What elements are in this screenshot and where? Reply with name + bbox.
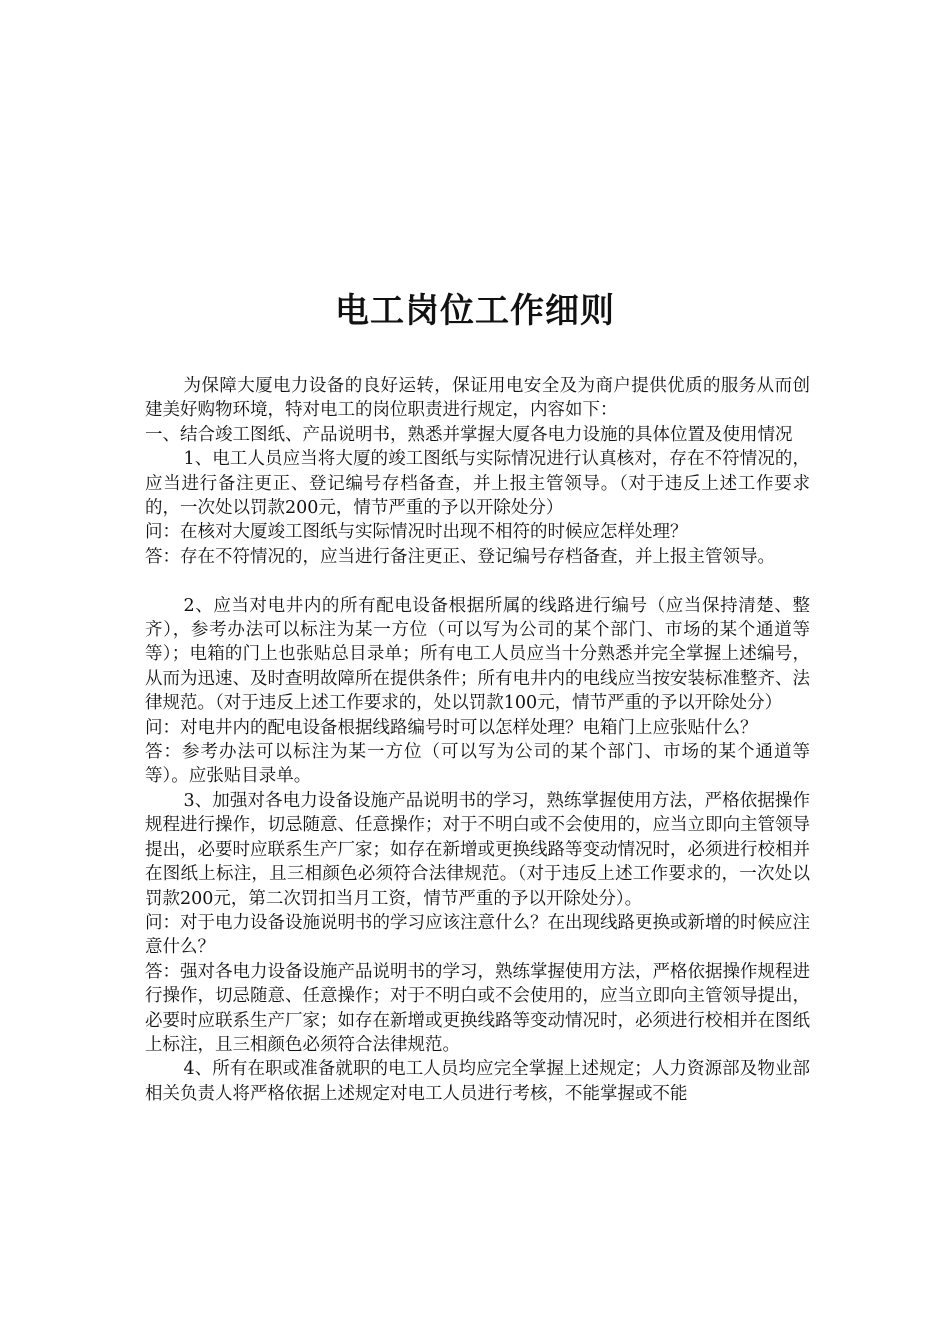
document-body bbox=[145, 374, 810, 1106]
question-1: 问：在核对大厦竣工图纸与实际情况时出现不相符的时候应怎样处理？ bbox=[145, 522, 688, 543]
blank-line bbox=[145, 569, 810, 593]
rule-paragraph-2: 2、应当对电井内的所有配电设备根据所属的线路进行编号（应当保持清楚、整齐），参考办法可以标注为某一方位（可以写为公司的某个部门、市场的某个通道等等）；电箱的门上也张贴总目录单；所有电工人员应当十分熟悉并完全掌握上述编号，从而为迅速、及时查明故障所在提供条件；所有电井内的电线应当按安装标准整齐、法律规范。（对于违反上述工作要求的，处以罚款100元，情节严重的予以开除处分） bbox=[145, 595, 810, 714]
question-3: 问：对于电力设备设施说明书的学习应该注意什么？在出现线路更换或新增的时候应注意什么？ bbox=[145, 912, 810, 958]
intro-paragraph: 为保障大厦电力设备的良好运转，保证用电安全及为商户提供优质的服务从而创建美好购物环境，特对电工的岗位职责进行规定，内容如下： bbox=[145, 376, 810, 421]
section-heading: 一、结合竣工图纸、产品说明书，熟悉并掌握大厦各电力设施的具体位置及使用情况 bbox=[145, 424, 793, 445]
answer-3: 答：强对各电力设备设施产品说明书的学习，熟练掌握使用方法，严格依据操作规程进行操作，切忌随意、任意操作；对于不明白或不会使用的，应当立即向主管领导提出，必要时应联系生产厂家；如存在新增或更换线路等变动情况时，必须进行校相并在图纸上标注，且三相颜色必须符合法律规范。 bbox=[145, 961, 810, 1055]
question-2: 问：对电井内的配电设备根据线路编号时可以怎样处理？电箱门上应张贴什么？ bbox=[145, 717, 758, 738]
answer-1: 答：存在不符情况的，应当进行备注更正、登记编号存档备查，并上报主管领导。 bbox=[145, 546, 775, 567]
rule-paragraph-3: 3、加强对各电力设备设施产品说明书的学习，熟练掌握使用方法，严格依据操作规程进行操作，切忌随意、任意操作；对于不明白或不会使用的，应当立即向主管领导提出，必要时应联系生产厂家；如存在新增或更换线路等变动情况时，必须进行校相并在图纸上标注，且三相颜色必须符合法律规范。（对于违反上述工作要求的，一次处以罚款200元，第二次罚扣当月工资，情节严重的予以开除处分）。 bbox=[145, 790, 810, 909]
answer-2: 答：参考办法可以标注为某一方位（可以写为公司的某个部门、市场的某个通道等等）。应张贴目录单。 bbox=[145, 742, 810, 787]
rule-paragraph-4: 4、所有在职或准备就职的电工人员均应完全掌握上述规定；人力资源部及物业部相关负责人将严格依据上述规定对电工人员进行考核，不能掌握或不能 bbox=[145, 1059, 810, 1104]
document-title: 电工岗位工作细则 bbox=[335, 291, 615, 331]
rule-paragraph-1: 1、电工人员应当将大厦的竣工图纸与实际情况进行认真核对，存在不符情况的，应当进行备注更正、登记编号存档备查，并上报主管领导。（对于违反上述工作要求的，一次处以罚款200元，情节严重的予以开除处分） bbox=[145, 449, 810, 519]
